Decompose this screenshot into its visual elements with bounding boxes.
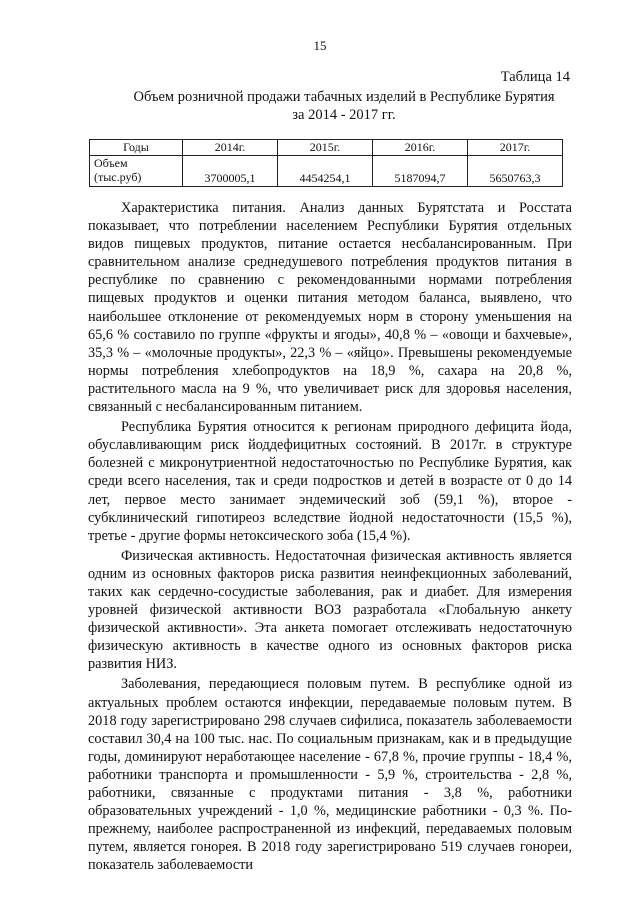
- header-cell-2014: 2014г.: [183, 140, 278, 156]
- header-cell-2015: 2015г.: [278, 140, 373, 156]
- value-cell-2017: 5650763,3: [468, 156, 563, 187]
- value-cell-2016: 5187094,7: [373, 156, 468, 187]
- row-label-volume: [90, 156, 183, 187]
- header-cell-years: Годы: [90, 140, 183, 156]
- row-label-line-1: Объем: [94, 156, 128, 170]
- table-header-row: [90, 140, 563, 156]
- body-text: [88, 199, 572, 876]
- table-row: [90, 156, 563, 187]
- table-label: Таблица 14: [500, 69, 570, 85]
- value-cell-2014: 3700005,1: [183, 156, 278, 187]
- table-title-line-1: Объем розничной продажи табачных изделий в Республике Бурятия: [133, 89, 555, 105]
- table-title-line-2: за 2014 - 2017 гг.: [292, 107, 396, 123]
- paragraph-iodine: Республика Бурятия относится к регионам природного дефицита йода, обуславливающим риск йоддефицитных состояний. В 2017г. в структуре болезней с микронутриентной недостаточностью по Республике Бурятия, как среди всего населения, так и среди подростков и детей в возрасте от 0 до 14 лет, первое место занимает эндемический зоб (59,1 %), второе - субклинический гипотиреоз вследствие йодной недостаточности (15,5 %), третье - другие формы нетоксического зоба (15,4 %).: [88, 419, 572, 544]
- value-cell-2015: 4454254,1: [278, 156, 373, 187]
- table-title: [84, 88, 604, 124]
- header-cell-2016: 2016г.: [373, 140, 468, 156]
- tobacco-sales-table: [89, 139, 563, 187]
- row-label-line-2: (тыс.руб): [94, 170, 142, 184]
- page-number: 15: [313, 38, 327, 53]
- paragraph-nutrition: Характеристика питания. Анализ данных Бурятстата и Росстата показывает, что потреблении населением Республики Бурятия отдельных видов пищевых продуктов, питание остается несбалансированным. При сравнительном анализе среднедушевого потребления продуктов питания в республике по сравнению с рекомендованными нормами потребления пищевых продуктов и оценки питания методом баланса, выявлено, что наибольшее отклонение от рекомендуемых норм в сторону уменьшения на 65,6 % составило по группе «фрукты и ягоды», 40,8 % – «овощи и бахчевые», 35,3 % – «молочные продукты», 22,3 % – «яйцо». Превышены рекомендуемые нормы потребления хлебопродуктов на 18,9 %, сахара на 20,8 %, растительного масла на 9 %, что увеличивает риск для здоровья населения, связанный с несбалансированным питанием.: [88, 200, 572, 416]
- header-cell-2017: 2017г.: [468, 140, 563, 156]
- paragraph-sti: Заболевания, передающиеся половым путем. В республике одной из актуальных проблем остаются инфекции, передаваемые половым путем. В 2018 году зарегистрировано 298 случаев сифилиса, показатель заболеваемости составил 30,4 на 100 тыс. нас. По социальным признакам, как и в предыдущие годы, доминируют неработающее население - 67,8 %, прочие группы - 18,4 %, работники транспорта и промышленности - 5,9 %, строительства - 2,8 %, работники, связанные с продуктами питания - 3,8 %, работники образовательных учреждений - 1,0 %, медицинские работники - 0,3 %. По-прежнему, наиболее распространенной из инфекций, передаваемых половым путем, является гонорея. В 2018 году зарегистрировано 519 случаев гонореи, показатель заболеваемости: [88, 676, 572, 874]
- paragraph-physical-activity: Физическая активность. Недостаточная физическая активность является одним из основных факторов риска развития неинфекционных заболеваний, таких как сердечно-сосудистые заболевания, рак и диабет. Для измерения уровней физической активности ВОЗ разработала «Глобальную анкету физической активности». Эта анкета помогает отслеживать недостаточную физическую активность в качестве одного из основных факторов риска развития НИЗ.: [88, 547, 572, 673]
